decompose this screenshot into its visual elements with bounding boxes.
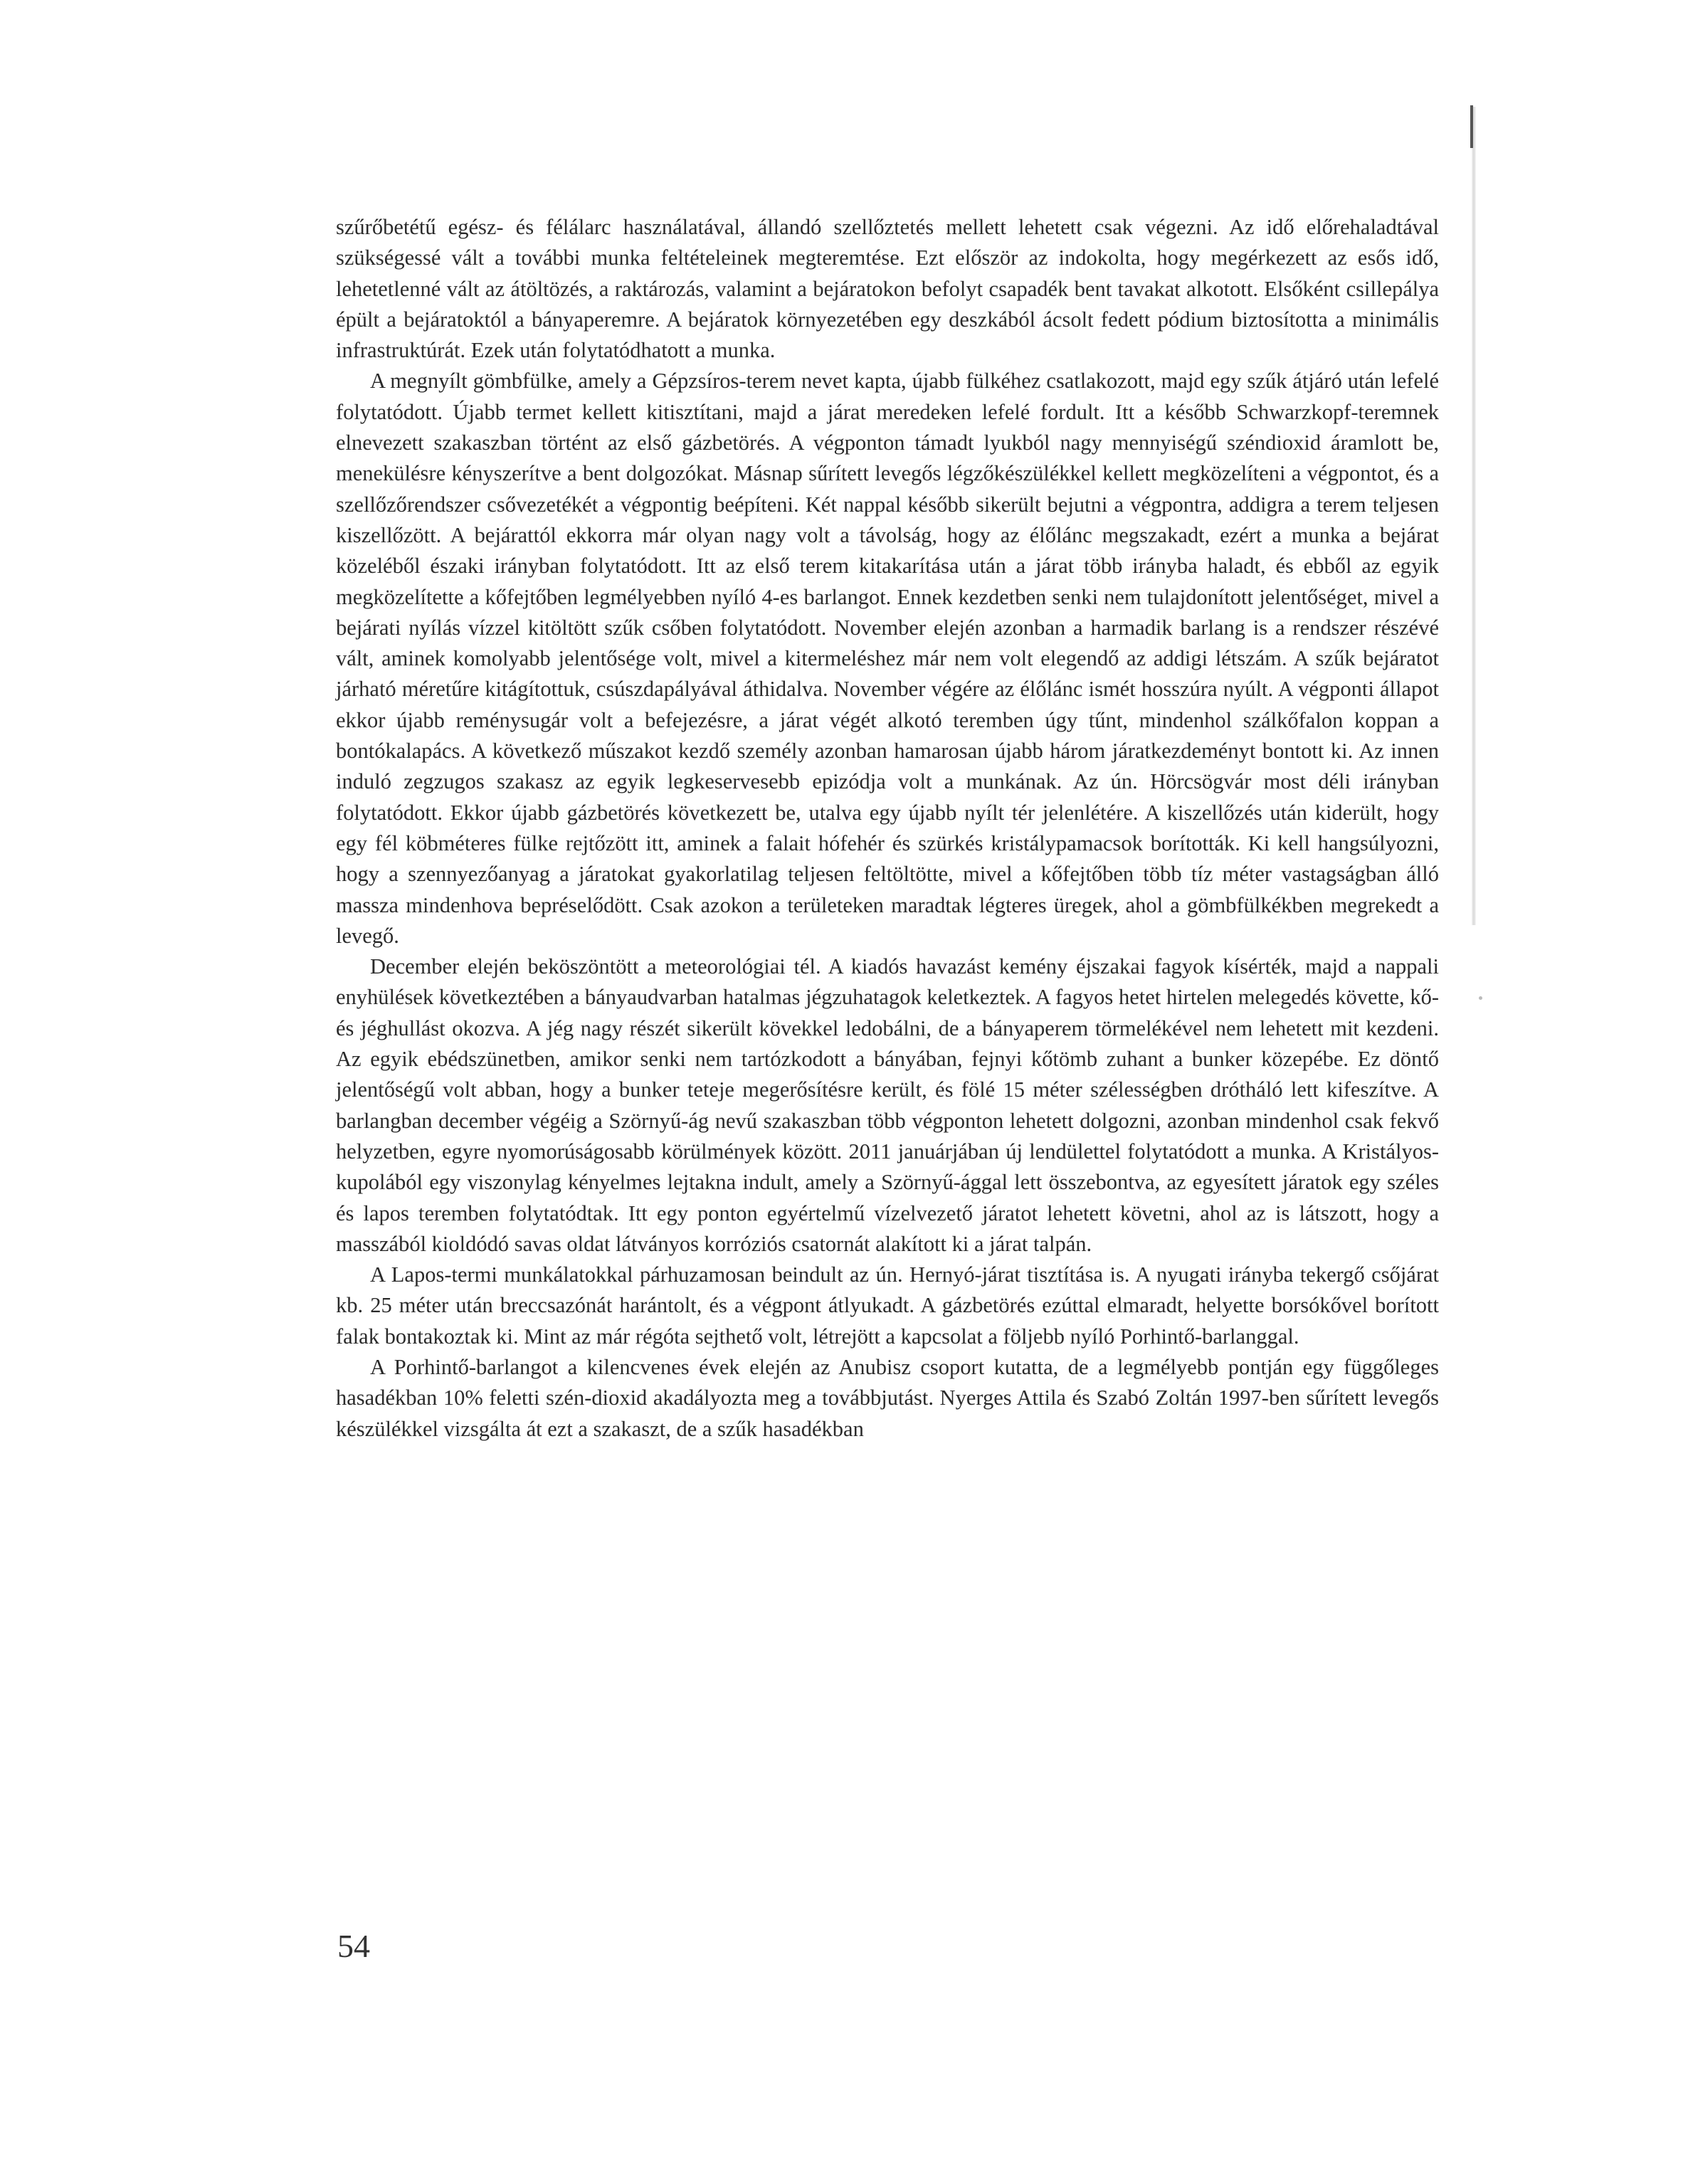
page-edge-mark	[1470, 105, 1473, 148]
page-edge-shadow	[1472, 107, 1476, 925]
scan-speck	[1479, 996, 1482, 1000]
page-number: 54	[337, 1928, 370, 1964]
paragraph-3: December elején beköszöntött a meteorológiai tél. A kiadós havazást kemény éjszakai fagyok kísérték, majd a nappali enyhülések következtében a bányaudvarban hatalmas jégzuhatagok keletkeztek. A fagyos hetet hirtelen melegedés követte, kő- és jéghullást okozva. A jég nagy részét sikerült kövekkel ledobálni, de a bányaperem törmelékével nem lehetett mit kezdeni. Az egyik ebédszünetben, amikor senki nem tartózkodott a bányában, fejnyi kőtömb zuhant a bunker közepébe. Ez döntő jelentőségű volt abban, hogy a bunker teteje megerősítésre került, és fölé 15 méter szélességben drótháló lett kifeszítve. A barlangban december végéig a Szörnyű-ág nevű szakaszban több végponton lehetett dolgozni, azonban mindenhol csak fekvő helyzetben, egyre nyomorúságosabb körülmények között. 2011 januárjában új lendülettel folytatódott a munka. A Kristályos-kupolából egy viszonylag kényelmes lejtakna indult, amely a Szörnyű-ággal lett összebontva, az egyesített járatok egy széles és lapos teremben folytatódtak. Itt egy ponton egyértelmű vízelvezető járatot lehetett követni, ahol az is látszott, hogy a masszából kioldódó savas oldat látványos korróziós csatornát alakított ki a járat talpán.	[336, 954, 1439, 1256]
paragraph-5: A Porhintő-barlangot a kilencvenes évek elején az Anubisz csoport kutatta, de a legmélyebb pontján egy függőleges hasadékban 10% feletti szén-dioxid akadályozta meg a továbbjutást. Nyerges Attila és Szabó Zoltán 1997-ben sűrített levegős készülékkel vizsgálta át ezt a szakaszt, de a szűk hasadékban	[336, 1354, 1439, 1441]
paragraph-2: A megnyílt gömbfülke, amely a Gépzsíros-terem nevet kapta, újabb fülkéhez csatlakozott, majd egy szűk átjáró után lefelé folytatódott. Újabb termet kellett kitisztítani, majd a járat meredeken lefelé fordult. Itt a később Schwarzkopf-teremnek elnevezett szakaszban történt az első gázbetörés. A végponton támadt lyukból nagy mennyiségű széndioxid áramlott be, menekülésre kényszerítve a bent dolgozókat. Másnap sűrített levegős légzőkészülékkel kellett megközelíteni a végpontot, és a szellőzőrendszer csővezetékét a végpontig beépíteni. Két nappal később sikerült bejutni a végpontra, addigra a terem teljesen kiszellőzött. A bejárattól ekkorra már olyan nagy volt a távolság, hogy az élőlánc megszakadt, ezért a munka a bejárat közeléből északi irányban folytatódott. Itt az első terem kitakarítása után a járat több irányba haladt, és ebből az egyik megközelítette a kőfejtőben legmélyebben nyíló 4-es barlangot. Ennek kezdetben senki nem tulajdonított jelentőséget, mivel a bejárati nyílás vízzel kitöltött szűk csőben folytatódott. November elején azonban a harmadik barlang is a rendszer részévé vált, aminek komolyabb jelentősége volt, mivel a kitermeléshez már nem volt elegendő az addigi létszám. A szűk bejáratot járható méretűre kitágítottuk, csúszdapályával áthidalva. November végére az élőlánc ismét hosszúra nyúlt. A végponti állapot ekkor újabb reménysugár volt a befejezésre, a járat végét alkotó teremben úgy tűnt, mindenhol szálkőfalon koppan a bontókalapács. A következő műszakot kezdő személy azonban hamarosan újabb három járatkezdeményt bontott ki. Az innen induló zegzugos szakasz az egyik legkeservesebb epizódja volt a munkának. Az ún. Hörcsögvár most déli irányban folytatódott. Ekkor újabb gázbetörés következett be, utalva egy újabb nyílt tér jelenlétére. A kiszellőzés után kiderült, hogy egy fél köbméteres fülke rejtőzött itt, aminek a falait hófehér és szürkés kristálypamacsok borították. Ki kell hangsúlyozni, hogy a szennyezőanyag a járatokat gyakorlatilag teljesen feltöltötte, mivel a kőfejtőben több tíz méter vastagságban álló massza mindenhova bepréselődött. Csak azokon a területeken maradtak légteres üregek, ahol a gömbfülkékben megrekedt a levegő.	[336, 369, 1439, 948]
paragraph-1: szűrőbetétű egész- és félálarc használatával, állandó szellőztetés mellett lehetett csak végezni. Az idő előrehaladtával szükségessé vált a további munka feltételeinek megteremtése. Ezt először az indokolta, hogy megérkezett az esős idő, lehetetlenné vált az átöltözés, a raktározás, valamint a bejáratokon befolyt csapadék bent tavakat alkotott. Elsőként csillepálya épült a bejáratoktól a bányaperemre. A bejáratok környezetében egy deszkából ácsolt fedett pódium biztosította a minimális infrastruktúrát. Ezek után folytatódhatott a munka.	[336, 215, 1439, 363]
paragraph-4: A Lapos-termi munkálatokkal párhuzamosan beindult az ún. Hernyó-járat tisztítása is. A nyugati irányba tekergő csőjárat kb. 25 méter után breccsazónát harántolt, és a végpont átlyukadt. A gázbetörés ezúttal elmaradt, helyette borsókővel borított falak bontakoztak ki. Mint az már régóta sejthető volt, létrejött a kapcsolat a följebb nyíló Porhintő-barlanggal.	[336, 1262, 1439, 1349]
body-text	[336, 212, 1439, 1445]
